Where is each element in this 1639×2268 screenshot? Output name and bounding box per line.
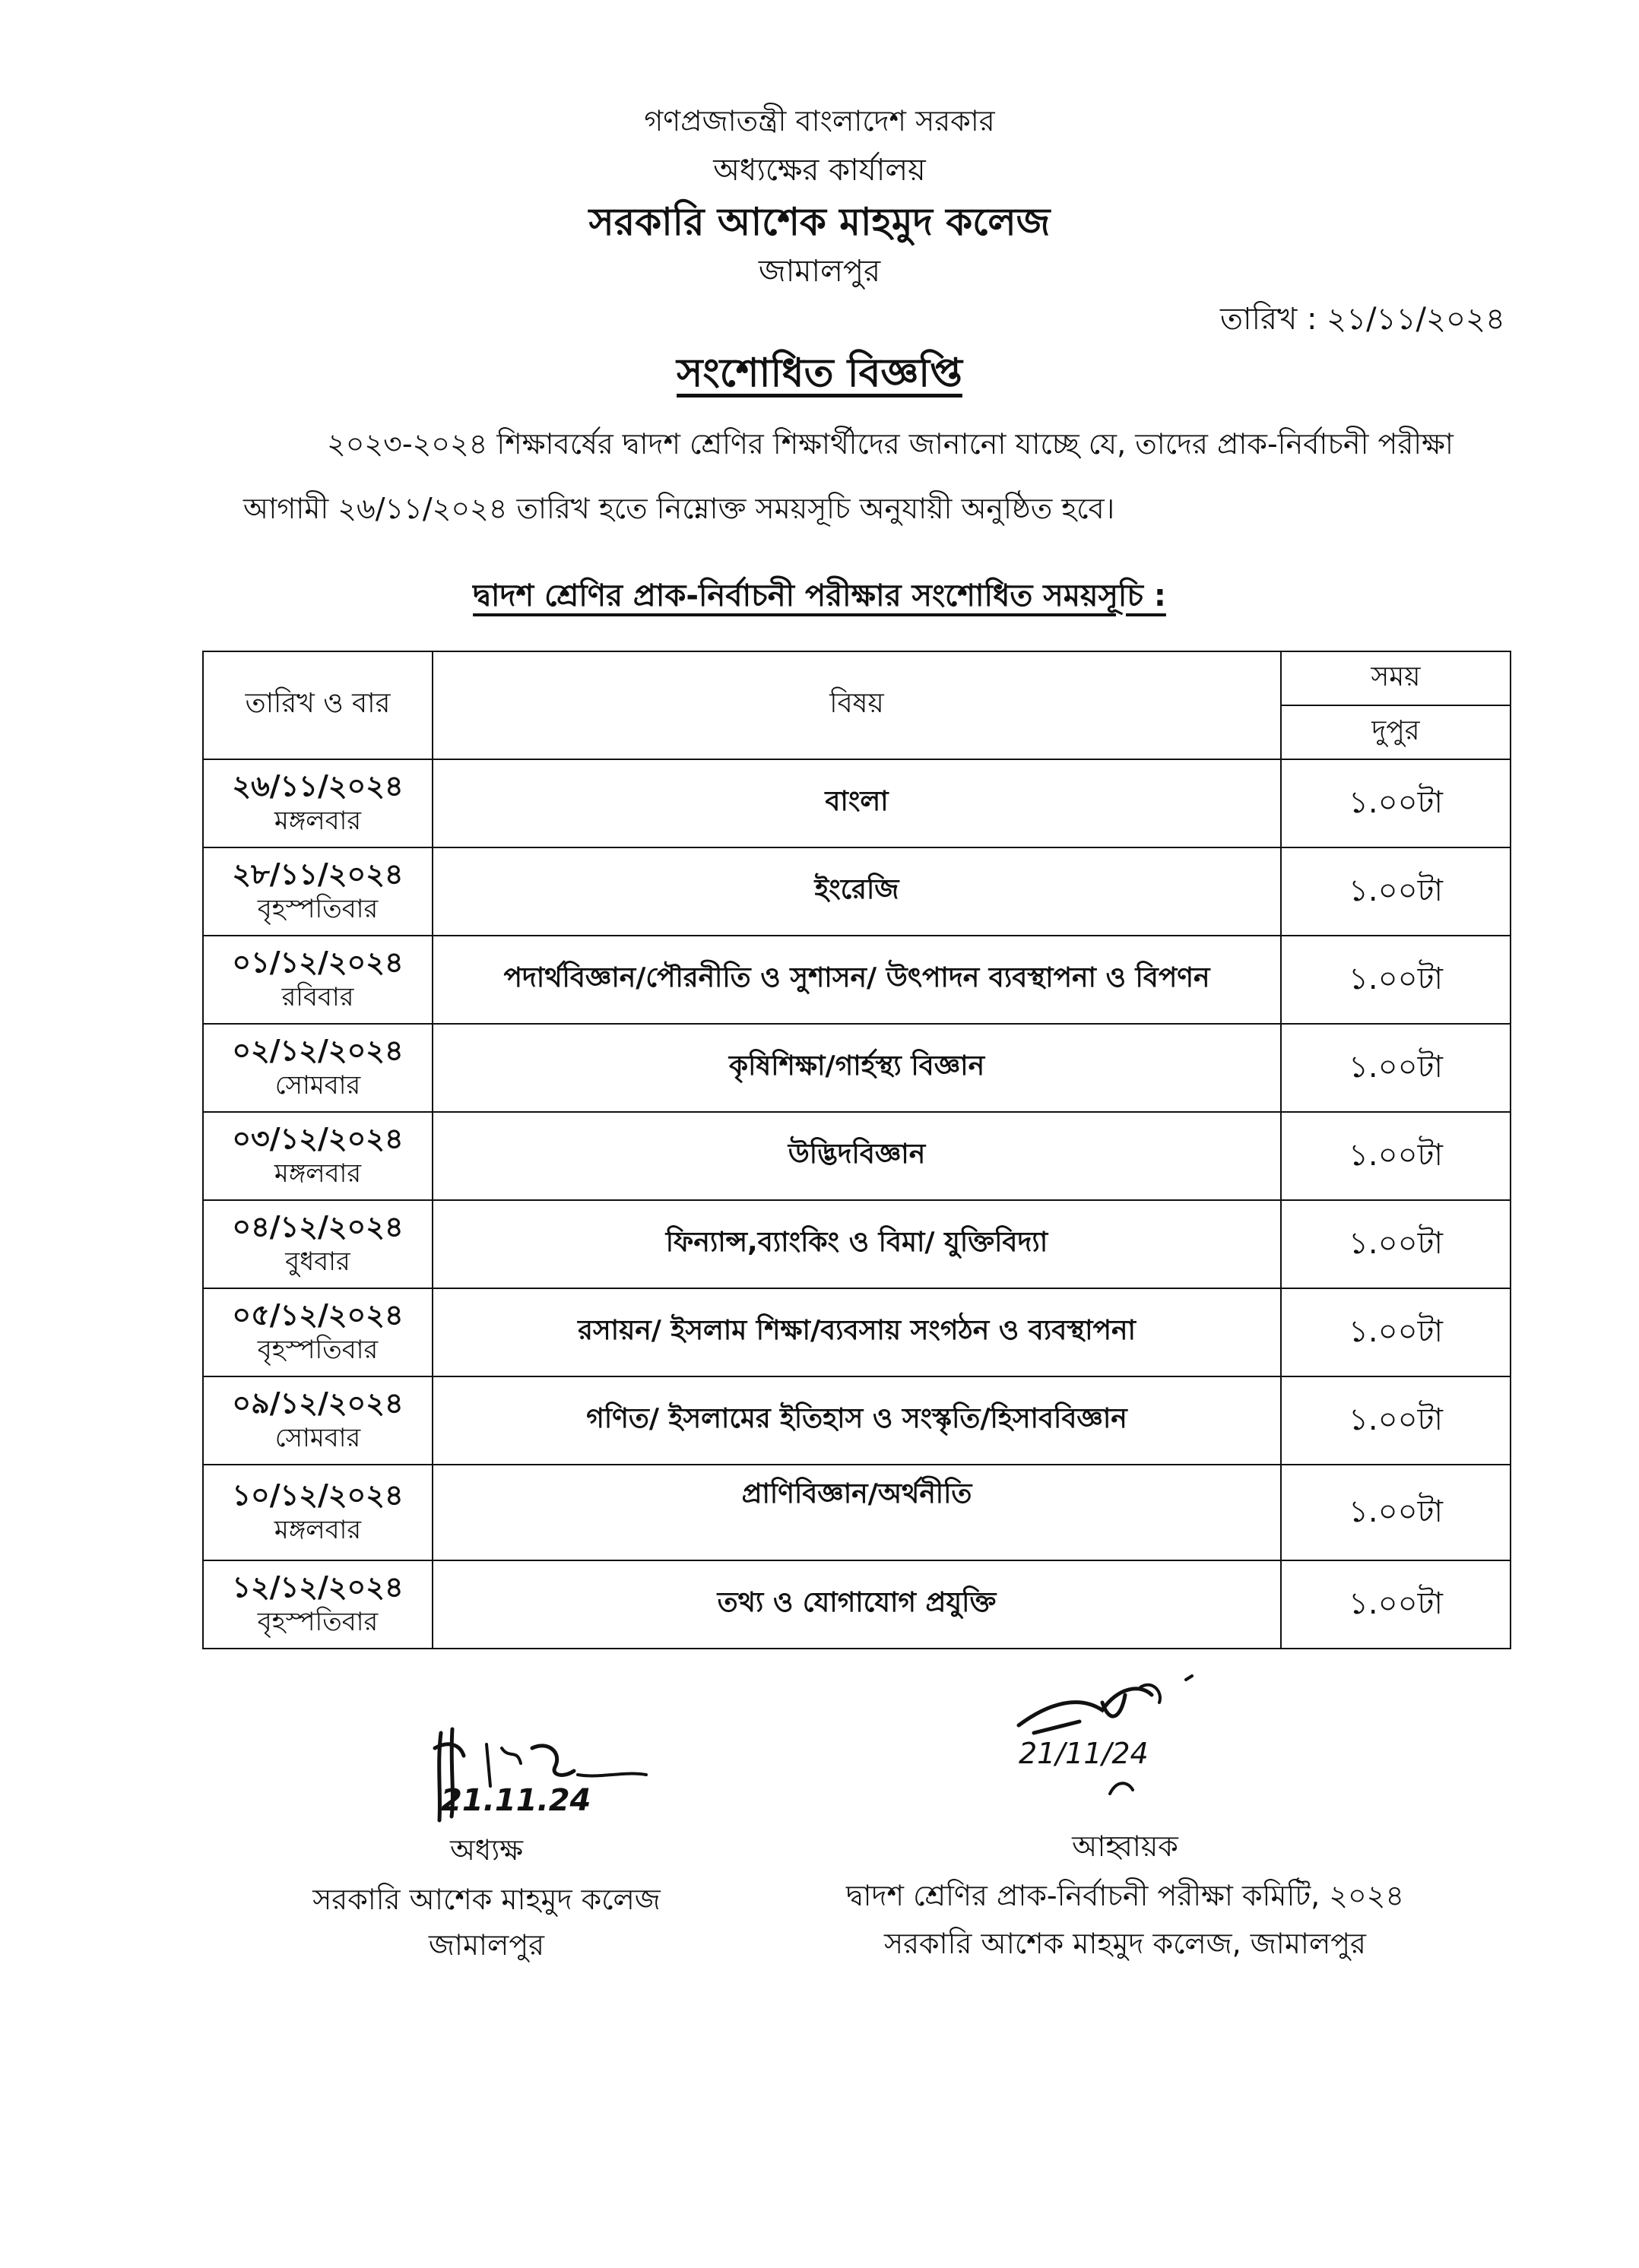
convener-signature-date: 21/11/24 bbox=[1019, 1737, 1149, 1770]
exam-day: সোমবার bbox=[274, 1423, 361, 1453]
notice-title-text: সংশোধিত বিজ্ঞপ্তি bbox=[677, 350, 962, 396]
exam-time: ১.০০টা bbox=[1281, 1200, 1511, 1288]
exam-time: ১.০০টা bbox=[1281, 847, 1511, 936]
exam-time: ১.০০টা bbox=[1281, 1376, 1511, 1465]
date-cell bbox=[203, 1200, 433, 1288]
table-row bbox=[203, 1200, 1511, 1288]
exam-time: ১.০০টা bbox=[1281, 1024, 1511, 1112]
table-row bbox=[203, 1112, 1511, 1200]
convener-committee: দ্বাদশ শ্রেণির প্রাক-নির্বাচনী পরীক্ষা কমিটি, ২০২৪ bbox=[845, 1879, 1405, 1912]
header-time: সময় bbox=[1281, 651, 1511, 705]
exam-subject: ইংরেজি bbox=[433, 847, 1281, 936]
header-time-slot: দুপুর bbox=[1281, 705, 1511, 759]
date-cell bbox=[203, 1288, 433, 1376]
exam-date: ২৬/১১/২০২৪ bbox=[232, 769, 404, 803]
exam-date: ০৯/১২/২০২৪ bbox=[232, 1386, 404, 1420]
principal-signature-date: 21.11.24 bbox=[441, 1783, 591, 1818]
date-cell bbox=[203, 936, 433, 1024]
exam-schedule-table bbox=[202, 651, 1511, 1649]
exam-date: ১০/১২/২০২৪ bbox=[232, 1478, 404, 1512]
convener-college: সরকারি আশেক মাহমুদ কলেজ, জামালপুর bbox=[884, 1927, 1366, 1960]
exam-subject: পদার্থবিজ্ঞান/পৌরনীতি ও সুশাসন/ উৎপাদন ব্যবস্থাপনা ও বিপণন bbox=[433, 936, 1281, 1024]
exam-date: ২৮/১১/২০২৪ bbox=[232, 857, 404, 891]
table-row bbox=[203, 847, 1511, 936]
notice-date: তারিখ : ২১/১১/২০২৪ bbox=[1219, 302, 1505, 337]
exam-time: ১.০০টা bbox=[1281, 1288, 1511, 1376]
table-row bbox=[203, 1024, 1511, 1112]
schedule-heading bbox=[0, 572, 1639, 622]
date-cell bbox=[203, 1024, 433, 1112]
exam-subject: রসায়ন/ ইসলাম শিক্ষা/ব্যবসায় সংগঠন ও ব্যবস্থাপনা bbox=[433, 1288, 1281, 1376]
date-cell bbox=[203, 1112, 433, 1200]
date-cell bbox=[203, 1560, 433, 1649]
notice-paragraph-2: আগামী ২৬/১১/২০২৪ তারিখ হতে নিম্নোক্ত সময়সূচি অনুযায়ী অনুষ্ঠিত হবে। bbox=[243, 492, 1115, 525]
city-name: জামালপুর bbox=[758, 254, 881, 289]
exam-date: ০৪/১২/২০২৪ bbox=[232, 1210, 404, 1243]
exam-day: মঙ্গলবার bbox=[274, 1515, 362, 1545]
exam-subject: প্রাণিবিজ্ঞান/অর্থনীতি bbox=[433, 1465, 1281, 1560]
college-name: সরকারি আশেক মাহমুদ কলেজ bbox=[588, 200, 1051, 244]
table-row bbox=[203, 1288, 1511, 1376]
exam-subject: উদ্ভিদবিজ্ঞান bbox=[433, 1112, 1281, 1200]
header-subject: বিষয় bbox=[433, 651, 1281, 759]
exam-date: ০১/১২/২০২৪ bbox=[232, 946, 404, 979]
exam-subject: তথ্য ও যোগাযোগ প্রযুক্তি bbox=[433, 1560, 1281, 1649]
exam-day: রবিবার bbox=[281, 982, 354, 1012]
table-row bbox=[203, 1465, 1511, 1560]
principal-college: সরকারি আশেক মাহমুদ কলেজ bbox=[312, 1883, 661, 1916]
exam-date: ০৫/১২/২০২৪ bbox=[232, 1298, 404, 1332]
notice-title bbox=[0, 342, 1639, 408]
table-row bbox=[203, 1376, 1511, 1465]
office-line: অধ্যক্ষের কার্যালয় bbox=[713, 153, 926, 188]
exam-time: ১.০০টা bbox=[1281, 1560, 1511, 1649]
exam-time: ১.০০টা bbox=[1281, 759, 1511, 847]
principal-city: জামালপুর bbox=[428, 1928, 545, 1962]
exam-time: ১.০০টা bbox=[1281, 1465, 1511, 1560]
header-date-day: তারিখ ও বার bbox=[203, 651, 433, 759]
exam-subject: বাংলা bbox=[433, 759, 1281, 847]
govt-line: গণপ্রজাতন্ত্রী বাংলাদেশ সরকার bbox=[644, 104, 995, 138]
exam-day: মঙ্গলবার bbox=[274, 1158, 362, 1189]
date-cell bbox=[203, 1465, 433, 1560]
convener-title: আহ্বায়ক bbox=[1072, 1829, 1178, 1863]
principal-signature bbox=[258, 1718, 654, 1832]
principal-title: অধ্যক্ষ bbox=[449, 1833, 523, 1867]
date-cell bbox=[203, 1376, 433, 1465]
date-cell bbox=[203, 759, 433, 847]
table-row bbox=[203, 936, 1511, 1024]
exam-date: ১২/১২/২০২৪ bbox=[232, 1570, 404, 1604]
schedule-heading-text: দ্বাদশ শ্রেণির প্রাক-নির্বাচনী পরীক্ষার সংশোধিত সময়সূচি : bbox=[473, 578, 1166, 613]
exam-day: সোমবার bbox=[274, 1070, 361, 1101]
exam-day: বৃহস্পতিবার bbox=[257, 894, 379, 924]
exam-day: মঙ্গলবার bbox=[274, 806, 362, 836]
exam-day: বুধবার bbox=[285, 1246, 350, 1277]
exam-day: বৃহস্পতিবার bbox=[257, 1607, 379, 1637]
table-row bbox=[203, 1560, 1511, 1649]
table-row bbox=[203, 759, 1511, 847]
exam-time: ১.০০টা bbox=[1281, 1112, 1511, 1200]
exam-subject: কৃষিশিক্ষা/গার্হস্থ্য বিজ্ঞান bbox=[433, 1024, 1281, 1112]
exam-day: বৃহস্পতিবার bbox=[257, 1335, 379, 1365]
date-cell bbox=[203, 847, 433, 936]
exam-subject: গণিত/ ইসলামের ইতিহাস ও সংস্কৃতি/হিসাববিজ্ঞান bbox=[433, 1376, 1281, 1465]
exam-date: ০২/১২/২০২৪ bbox=[232, 1034, 404, 1067]
exam-subject: ফিন্যান্স,ব্যাংকিং ও বিমা/ যুক্তিবিদ্যা bbox=[433, 1200, 1281, 1288]
exam-time: ১.০০টা bbox=[1281, 936, 1511, 1024]
convener-signature bbox=[988, 1672, 1232, 1801]
exam-date: ০৩/১২/২০২৪ bbox=[232, 1122, 404, 1155]
notice-paragraph-1: ২০২৩-২০২৪ শিক্ষাবর্ষের দ্বাদশ শ্রেণির শিক্ষার্থীদের জানানো যাচ্ছে যে, তাদের প্রাক-নির্বাচনী পরীক্ষা bbox=[327, 427, 1454, 461]
